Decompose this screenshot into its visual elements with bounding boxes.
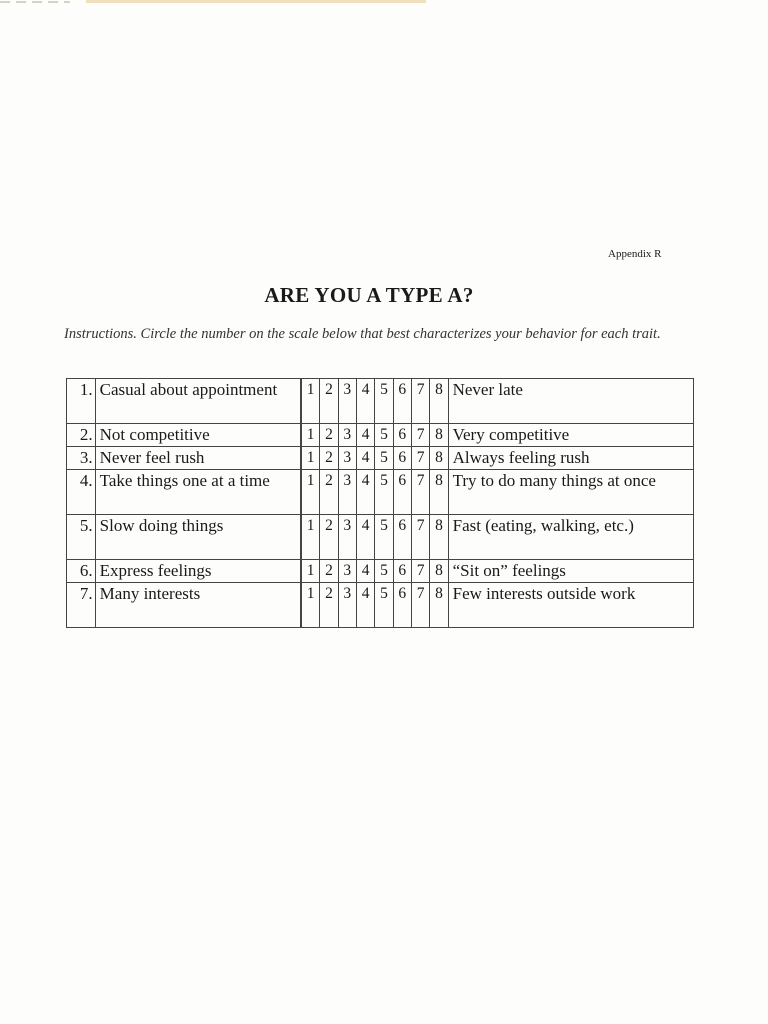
row-number: 2. <box>67 424 96 447</box>
scale-option-7[interactable]: 7 <box>411 560 429 583</box>
high-trait: “Sit on” feelings <box>448 560 693 583</box>
row-number: 1. <box>67 379 96 424</box>
low-trait: Express feelings <box>95 560 301 583</box>
low-trait: Many interests <box>95 583 301 628</box>
scale-option-1[interactable]: 1 <box>301 379 320 424</box>
row-number: 3. <box>67 447 96 470</box>
scale-option-4[interactable]: 4 <box>356 583 374 628</box>
scale-option-2[interactable]: 2 <box>320 560 338 583</box>
scale-option-6[interactable]: 6 <box>393 379 411 424</box>
scale-option-7[interactable]: 7 <box>411 379 429 424</box>
scale-option-6[interactable]: 6 <box>393 515 411 560</box>
table-row <box>67 447 694 470</box>
scale-option-8[interactable]: 8 <box>430 447 448 470</box>
scale-option-8[interactable]: 8 <box>430 560 448 583</box>
scan-edge-mark <box>0 1 70 3</box>
scale-option-7[interactable]: 7 <box>411 424 429 447</box>
scale-option-7[interactable]: 7 <box>411 515 429 560</box>
scale-option-3[interactable]: 3 <box>338 447 356 470</box>
low-trait: Not competitive <box>95 424 301 447</box>
scale-option-2[interactable]: 2 <box>320 470 338 515</box>
low-trait: Never feel rush <box>95 447 301 470</box>
scale-option-6[interactable]: 6 <box>393 424 411 447</box>
high-trait: Fast (eating, walking, etc.) <box>448 515 693 560</box>
low-trait: Slow doing things <box>95 515 301 560</box>
scale-option-8[interactable]: 8 <box>430 470 448 515</box>
high-trait: Try to do many things at once <box>448 470 693 515</box>
table-row <box>67 560 694 583</box>
scale-option-3[interactable]: 3 <box>338 470 356 515</box>
low-trait: Casual about appointment <box>95 379 301 424</box>
scale-option-2[interactable]: 2 <box>320 583 338 628</box>
scale-option-3[interactable]: 3 <box>338 424 356 447</box>
scale-option-8[interactable]: 8 <box>430 379 448 424</box>
scale-option-4[interactable]: 4 <box>356 470 374 515</box>
scale-option-1[interactable]: 1 <box>301 515 320 560</box>
scale-option-5[interactable]: 5 <box>375 560 393 583</box>
appendix-label: Appendix R <box>608 248 662 260</box>
scale-option-1[interactable]: 1 <box>301 560 320 583</box>
high-trait: Always feeling rush <box>448 447 693 470</box>
table-row <box>67 515 694 560</box>
scale-option-8[interactable]: 8 <box>430 424 448 447</box>
scale-option-1[interactable]: 1 <box>301 424 320 447</box>
scale-option-5[interactable]: 5 <box>375 424 393 447</box>
scale-option-1[interactable]: 1 <box>301 583 320 628</box>
scale-option-3[interactable]: 3 <box>338 560 356 583</box>
scale-option-3[interactable]: 3 <box>338 515 356 560</box>
scale-option-5[interactable]: 5 <box>375 447 393 470</box>
scale-option-5[interactable]: 5 <box>375 583 393 628</box>
page-title: ARE YOU A TYPE A? <box>264 283 474 307</box>
instructions-text: Instructions. Circle the number on the scale below that best characterizes your behavior for each trait. <box>64 326 661 342</box>
scale-option-5[interactable]: 5 <box>375 515 393 560</box>
scale-option-4[interactable]: 4 <box>356 560 374 583</box>
scale-option-6[interactable]: 6 <box>393 560 411 583</box>
scale-option-8[interactable]: 8 <box>430 515 448 560</box>
table-row <box>67 379 694 424</box>
low-trait: Take things one at a time <box>95 470 301 515</box>
scale-option-4[interactable]: 4 <box>356 379 374 424</box>
trait-scale-table <box>66 378 694 628</box>
scale-option-1[interactable]: 1 <box>301 470 320 515</box>
high-trait: Never late <box>448 379 693 424</box>
scale-option-1[interactable]: 1 <box>301 447 320 470</box>
scale-option-7[interactable]: 7 <box>411 470 429 515</box>
row-number: 4. <box>67 470 96 515</box>
scale-option-5[interactable]: 5 <box>375 470 393 515</box>
scale-option-6[interactable]: 6 <box>393 470 411 515</box>
scan-edge-stain <box>86 0 426 3</box>
table-row <box>67 424 694 447</box>
row-number: 7. <box>67 583 96 628</box>
high-trait: Few interests outside work <box>448 583 693 628</box>
scale-option-2[interactable]: 2 <box>320 515 338 560</box>
scale-option-3[interactable]: 3 <box>338 583 356 628</box>
scale-option-2[interactable]: 2 <box>320 379 338 424</box>
scale-option-6[interactable]: 6 <box>393 447 411 470</box>
row-number: 6. <box>67 560 96 583</box>
row-number: 5. <box>67 515 96 560</box>
scale-option-2[interactable]: 2 <box>320 447 338 470</box>
scale-option-7[interactable]: 7 <box>411 583 429 628</box>
scale-option-7[interactable]: 7 <box>411 447 429 470</box>
table-row <box>67 470 694 515</box>
scale-option-4[interactable]: 4 <box>356 515 374 560</box>
scale-option-6[interactable]: 6 <box>393 583 411 628</box>
high-trait: Very competitive <box>448 424 693 447</box>
scale-option-5[interactable]: 5 <box>375 379 393 424</box>
scale-option-4[interactable]: 4 <box>356 424 374 447</box>
scale-option-4[interactable]: 4 <box>356 447 374 470</box>
scale-option-8[interactable]: 8 <box>430 583 448 628</box>
scale-option-3[interactable]: 3 <box>338 379 356 424</box>
table-row <box>67 583 694 628</box>
scale-option-2[interactable]: 2 <box>320 424 338 447</box>
